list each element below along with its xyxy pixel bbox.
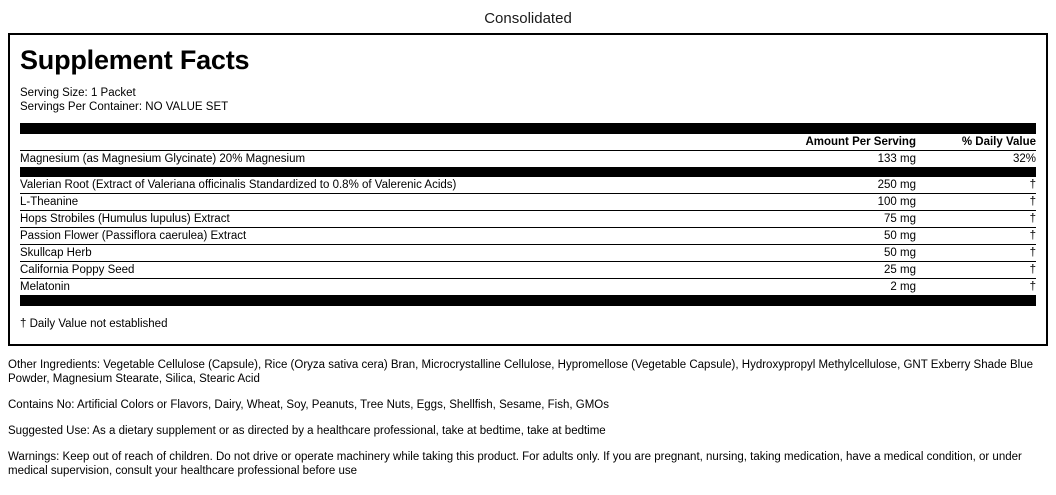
nutrient-name: L-Theanine (20, 194, 766, 211)
serving-size-line: Serving Size: 1 Packet (20, 87, 136, 99)
header-blank (20, 134, 766, 151)
daily-value-footnote: † Daily Value not established (20, 318, 168, 330)
nutrient-amount: 75 mg (766, 211, 916, 228)
nutrient-amount: 133 mg (766, 151, 916, 168)
nutrient-name: Magnesium (as Magnesium Glycinate) 20% Magnesium (20, 151, 766, 168)
nutrient-amount: 25 mg (766, 262, 916, 279)
nutrient-name: Hops Strobiles (Humulus lupulus) Extract (20, 211, 766, 228)
nutrient-name: Melatonin (20, 281, 70, 293)
nutrient-amount: 50 mg (766, 245, 916, 262)
nutrient-amount: 250 mg (766, 177, 916, 194)
table-row (20, 245, 1036, 262)
nutrient-name: Valerian Root (Extract of Valeriana officinalis Standardized to 0.8% of Valerenic Acids) (20, 177, 766, 194)
warnings-text: Warnings: Keep out of reach of children. Do not drive or operate machinery while taking this product. For adults only. If you are pregnant, nursing, taking medication, have a medical condition, or under medical supervision, consult your healthcare professional before use (8, 451, 1022, 477)
nutrient-amount: 50 mg (766, 228, 916, 245)
other-ingredients-text: Other Ingredients: Vegetable Cellulose (Capsule), Rice (Oryza sativa cera) Bran, Microcrystalline Cellulose, Hypromellose (Vegetable Capsule), Hydroxypropyl Methylcellulose, GNT Exberry Shade Blue Powder, Magnesium Stearate, Silica, Stearic Acid (8, 359, 1034, 385)
table-row (20, 194, 1036, 211)
nutrient-name: California Poppy Seed (20, 262, 766, 279)
divider-bar-top (20, 123, 1036, 134)
nutrient-daily-value: † (916, 177, 1036, 194)
contains-no-text: Contains No: Artificial Colors or Flavors, Dairy, Wheat, Soy, Peanuts, Tree Nuts, Eggs, Shellfish, Sesame, Fish, GMOs (8, 399, 609, 411)
nutrition-table-secondary-body (20, 177, 1036, 295)
table-header-row (20, 134, 1036, 151)
nutrient-daily-value: † (1029, 281, 1036, 293)
product-notes (8, 346, 1048, 478)
suggested-use-text: Suggested Use: As a dietary supplement or as directed by a healthcare professional, take at bedtime, take at bedtime (8, 425, 606, 437)
nutrient-daily-value: † (916, 262, 1036, 279)
nutrient-name: Passion Flower (Passiflora caerulea) Extract (20, 228, 766, 245)
table-row (20, 228, 1036, 245)
table-row (20, 151, 1036, 168)
header-amount-per-serving: Amount Per Serving (766, 134, 916, 151)
nutrient-amount: 100 mg (766, 194, 916, 211)
nutrition-table (20, 134, 1036, 168)
supplement-facts-panel (8, 33, 1048, 346)
nutrient-daily-value: † (916, 211, 1036, 228)
divider-bar-middle (20, 168, 1036, 177)
supplement-facts-heading: Supplement Facts (20, 45, 250, 75)
nutrition-table-body (20, 134, 1036, 168)
nutrient-daily-value: † (916, 245, 1036, 262)
table-row (20, 177, 1036, 194)
nutrition-table-secondary (20, 177, 1036, 295)
nutrient-daily-value: 32% (916, 151, 1036, 168)
table-row (20, 262, 1036, 279)
nutrient-daily-value: † (916, 194, 1036, 211)
divider-bar-bottom (20, 295, 1036, 306)
nutrient-amount: 2 mg (890, 281, 916, 293)
header-daily-value: % Daily Value (916, 134, 1036, 151)
table-row (20, 279, 1036, 296)
page-title: Consolidated (484, 10, 572, 27)
servings-per-container-line: Servings Per Container: NO VALUE SET (20, 101, 229, 113)
nutrient-daily-value: † (916, 228, 1036, 245)
table-row (20, 211, 1036, 228)
nutrient-name: Skullcap Herb (20, 245, 766, 262)
